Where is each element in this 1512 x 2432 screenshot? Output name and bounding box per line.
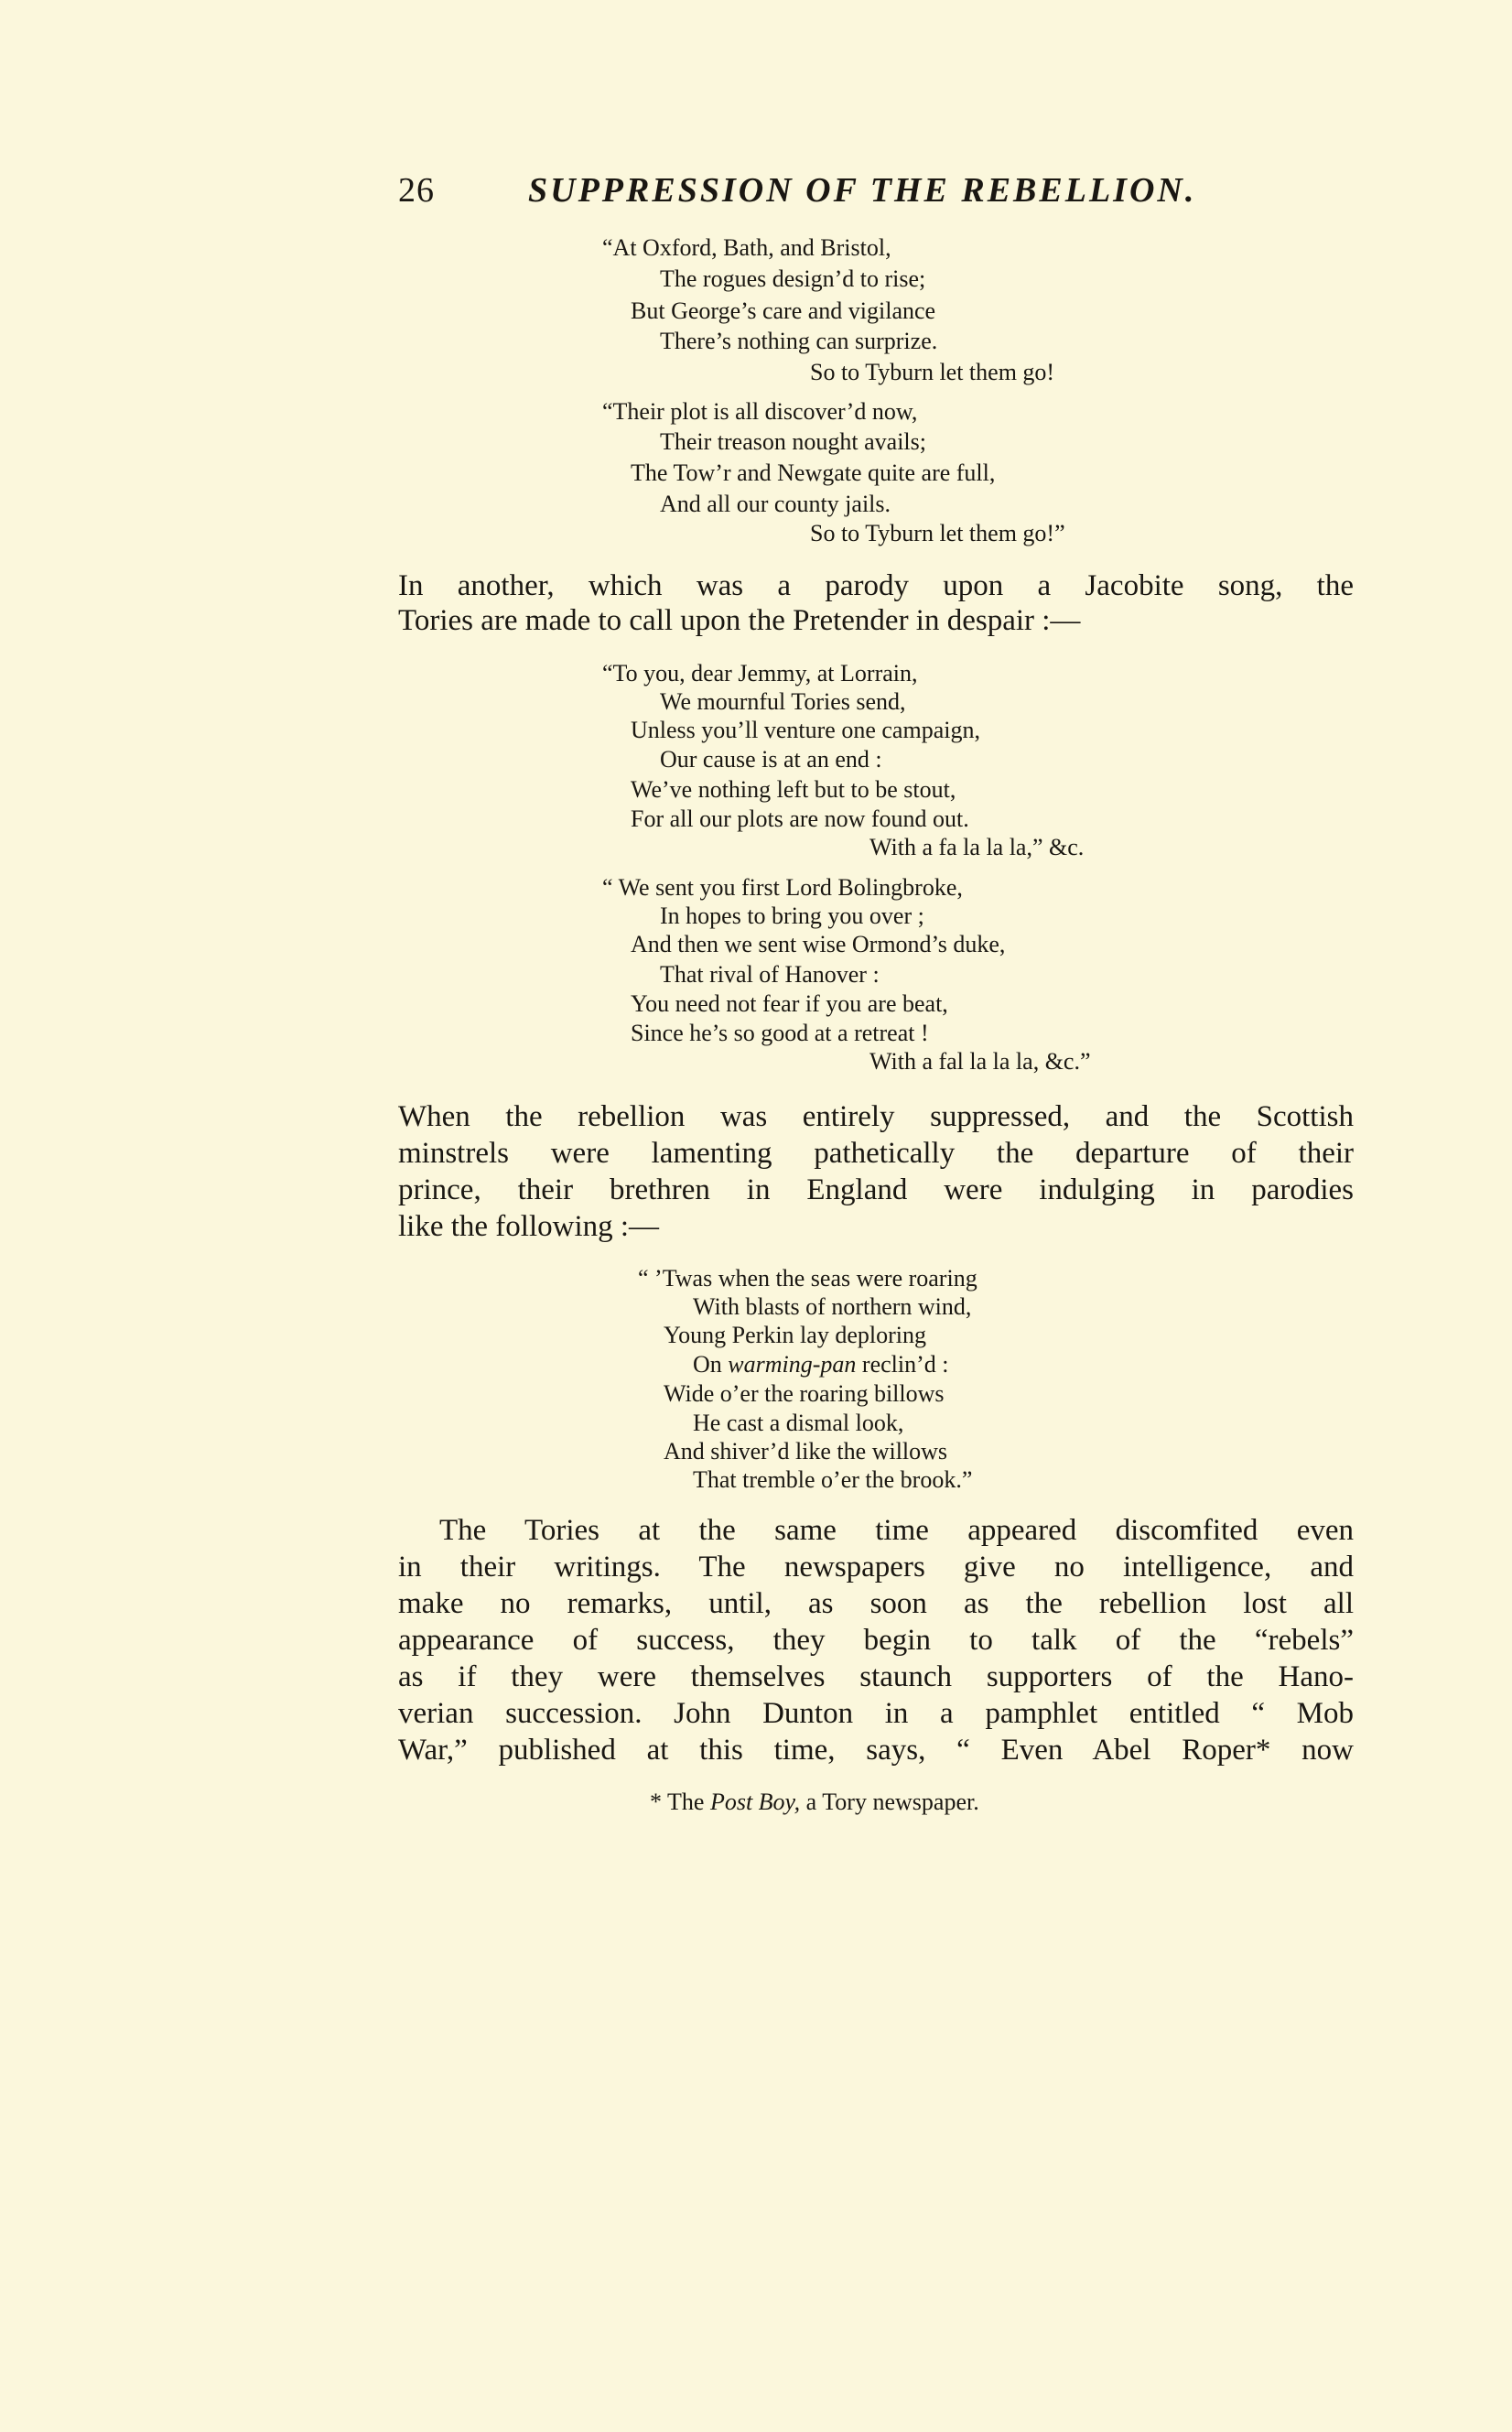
verse-line: But George’s care and vigilance bbox=[631, 297, 936, 324]
verse-line: With a fal la la la, &c.” bbox=[869, 1048, 1091, 1075]
verse-line: Wide o’er the roaring billows bbox=[664, 1380, 945, 1407]
text-line: When the rebellion was entirely suppressed, and the Scottish bbox=[398, 1100, 1354, 1133]
verse-line: There’s nothing can surprize. bbox=[660, 328, 938, 354]
text-line: In another, which was a parody upon a Jacobite song, the bbox=[398, 569, 1354, 602]
verse-line: With a fa la la la,” &c. bbox=[869, 834, 1085, 860]
verse-line: And shiver’d like the willows bbox=[664, 1438, 948, 1465]
verse-line: “ ’Twas when the seas were roaring bbox=[638, 1265, 977, 1292]
text-line: appearance of success, they begin to talk of the “rebels” bbox=[398, 1624, 1354, 1657]
verse-line: Young Perkin lay deploring bbox=[664, 1322, 926, 1348]
text-line: The Tories at the same time appeared discomfited even bbox=[439, 1514, 1354, 1547]
verse-line: Our cause is at an end : bbox=[660, 746, 882, 773]
verse-line: So to Tyburn let them go! bbox=[810, 359, 1055, 385]
verse-line: The Tow’r and Newgate quite are full, bbox=[631, 459, 996, 486]
text-line: prince, their brethren in England were indulging in parodies bbox=[398, 1173, 1354, 1206]
verse-line: So to Tyburn let them go!” bbox=[810, 520, 1065, 546]
verse-line: That tremble o’er the brook.” bbox=[693, 1466, 973, 1493]
verse-line: “To you, dear Jemmy, at Lorrain, bbox=[602, 660, 918, 686]
verse-line: Unless you’ll venture one campaign, bbox=[631, 717, 980, 743]
verse-line: Their treason nought avails; bbox=[660, 428, 926, 455]
page-header bbox=[398, 170, 1313, 216]
verse-line: In hopes to bring you over ; bbox=[660, 903, 924, 929]
text-line: make no remarks, until, as soon as the rebellion lost all bbox=[398, 1587, 1354, 1620]
verse-line: For all our plots are now found out. bbox=[631, 805, 969, 832]
verse-line: That rival of Hanover : bbox=[660, 961, 880, 988]
running-head: SUPPRESSION OF THE REBELLION. bbox=[528, 171, 1197, 210]
text-line: War,” published at this time, says, “ Even Abel Roper* now bbox=[398, 1734, 1354, 1767]
newspaper-title: Post Boy, bbox=[709, 1789, 801, 1815]
text-line: verian succession. John Dunton in a pamphlet entitled “ Mob bbox=[398, 1697, 1354, 1730]
verse-line: “Their plot is all discover’d now, bbox=[602, 398, 918, 425]
verse-line: “ We sent you first Lord Bolingbroke, bbox=[602, 874, 963, 901]
verse-line: You need not fear if you are beat, bbox=[631, 990, 948, 1017]
text-line: minstrels were lamenting pathetically the departure of their bbox=[398, 1137, 1354, 1170]
verse-line: The rogues design’d to rise; bbox=[660, 265, 926, 292]
verse-line: We mournful Tories send, bbox=[660, 688, 906, 715]
verse-line: Since he’s so good at a retreat ! bbox=[631, 1020, 929, 1046]
verse-line: On warming-pan reclin’d : bbox=[693, 1351, 949, 1378]
verse-line: With blasts of northern wind, bbox=[693, 1293, 972, 1320]
verse-line: He cast a dismal look, bbox=[693, 1410, 904, 1436]
verse-line: “At Oxford, Bath, and Bristol, bbox=[602, 234, 891, 261]
text-line: Tories are made to call upon the Pretender in despair :— bbox=[398, 604, 1081, 637]
italic-term: warming-pan bbox=[728, 1351, 857, 1378]
footnote-marker: * bbox=[650, 1789, 662, 1815]
page-number: 26 bbox=[398, 171, 435, 210]
verse-line: And all our county jails. bbox=[660, 491, 891, 517]
text-line: like the following :— bbox=[398, 1210, 660, 1243]
footnote: * The Post Boy, a Tory newspaper. bbox=[650, 1789, 979, 1815]
verse-line: We’ve nothing left but to be stout, bbox=[631, 776, 956, 803]
text-line: in their writings. The newspapers give no intelligence, and bbox=[398, 1551, 1354, 1584]
verse-line: And then we sent wise Ormond’s duke, bbox=[631, 931, 1006, 957]
text-line: as if they were themselves staunch supporters of the Hano- bbox=[398, 1660, 1354, 1693]
